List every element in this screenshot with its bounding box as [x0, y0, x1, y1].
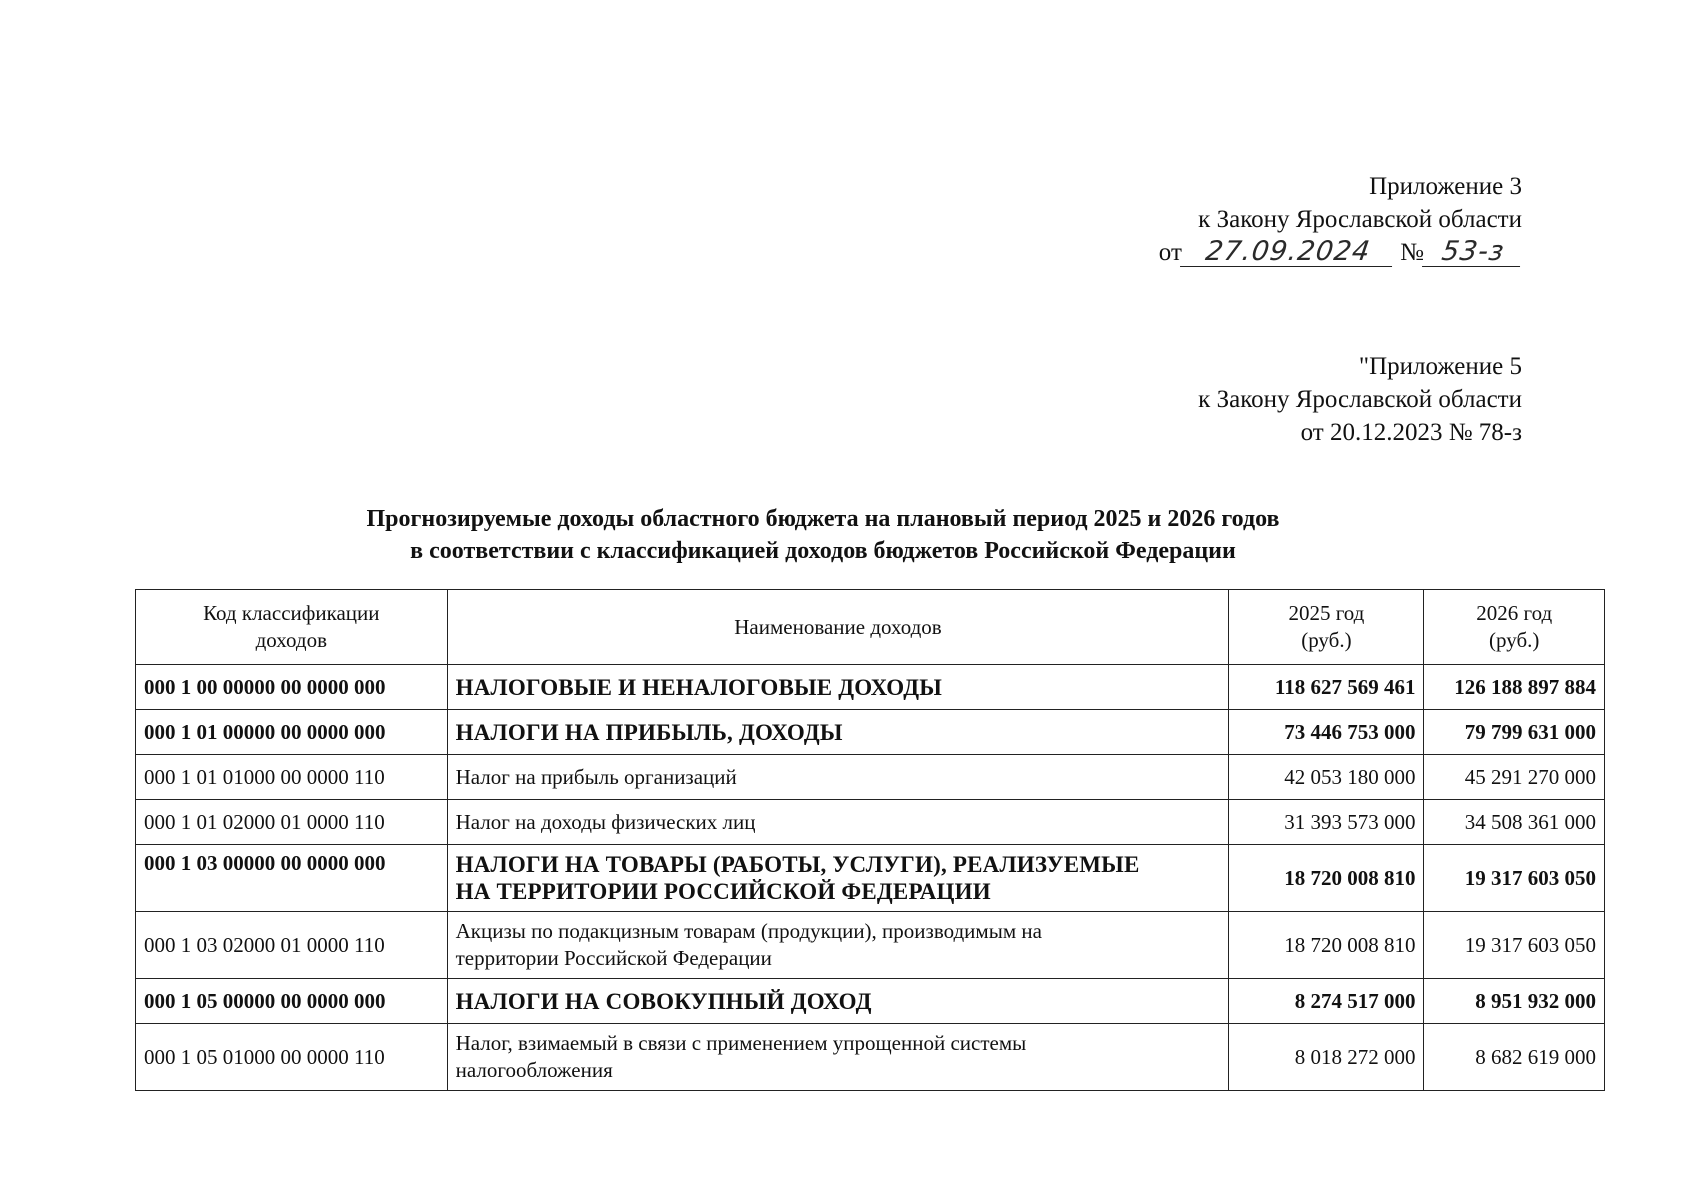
header-2025: [1229, 590, 1424, 665]
cell-code: 000 1 01 01000 00 0000 110: [136, 755, 448, 800]
table-row: [136, 845, 1605, 912]
cell-2026: 8 951 932 000: [1424, 979, 1605, 1024]
header-code: [136, 590, 448, 665]
cell-2025: 8 018 272 000: [1229, 1024, 1424, 1091]
title-line-1: Прогнозируемые доходы областного бюджета на плановый период 2025 и 2026 годов: [366, 506, 1280, 532]
amended-law-reference: к Закону Ярославской области: [1198, 386, 1522, 413]
table-row: [136, 710, 1605, 755]
cell-name: [447, 755, 1229, 800]
cell-name-line1: Налог на доходы физических лиц: [455, 809, 756, 834]
cell-2026: 19 317 603 050: [1424, 845, 1605, 912]
header-name: Наименование доходов: [447, 590, 1229, 665]
cell-code: 000 1 00 00000 00 0000 000: [136, 665, 448, 710]
table-row: [136, 665, 1605, 710]
cell-name-line2: территории Российской Федерации: [455, 946, 772, 970]
cell-2025: 118 627 569 461: [1229, 665, 1424, 710]
cell-name-line1: Налог на прибыль организаций: [455, 764, 737, 789]
cell-2025: 18 720 008 810: [1229, 912, 1424, 979]
cell-name-line1: НАЛОГИ НА ТОВАРЫ (РАБОТЫ, УСЛУГИ), РЕАЛИЗУЕМЫЕ: [455, 852, 1140, 877]
header-2026-line1: 2026 год: [1476, 601, 1553, 625]
cell-name: [447, 710, 1229, 755]
number-label: №: [1400, 239, 1424, 266]
table-row: [136, 755, 1605, 800]
cell-name: [447, 665, 1229, 710]
header-2026: [1424, 590, 1605, 665]
cell-name-line2: налогообложения: [455, 1058, 613, 1082]
table-row: [136, 800, 1605, 845]
cell-2026: 126 188 897 884: [1424, 665, 1605, 710]
cell-2026: 79 799 631 000: [1424, 710, 1605, 755]
amended-attachment-number: "Приложение 5: [1358, 353, 1522, 380]
attachment-number-line: Приложение 3: [1369, 173, 1522, 200]
document-title: [200, 503, 1446, 567]
law-date-number-line: [1159, 236, 1522, 269]
cell-name: [447, 845, 1229, 912]
cell-2025: 31 393 573 000: [1229, 800, 1424, 845]
cell-name-line1: НАЛОГОВЫЕ И НЕНАЛОГОВЫЕ ДОХОДЫ: [455, 674, 942, 700]
cell-code: 000 1 05 01000 00 0000 110: [136, 1024, 448, 1091]
header-code-line1: Код классификации: [203, 601, 380, 625]
law-reference-line: к Закону Ярославской области: [1198, 206, 1522, 233]
cell-2025: 18 720 008 810: [1229, 845, 1424, 912]
cell-2026: 19 317 603 050: [1424, 912, 1605, 979]
handwritten-number: 53-з: [1422, 238, 1524, 267]
table-row: [136, 912, 1605, 979]
cell-2026: 8 682 619 000: [1424, 1024, 1605, 1091]
cell-code: 000 1 01 02000 01 0000 110: [136, 800, 448, 845]
table-row: [136, 1024, 1605, 1091]
cell-name-line1: Акцизы по подакцизным товарам (продукции), производимым на: [455, 919, 1042, 943]
header-code-line2: доходов: [255, 628, 327, 652]
cell-2025: 73 446 753 000: [1229, 710, 1424, 755]
cell-code: 000 1 03 02000 01 0000 110: [136, 912, 448, 979]
cell-name: [447, 800, 1229, 845]
cell-2025: 42 053 180 000: [1229, 755, 1424, 800]
cell-2025: 8 274 517 000: [1229, 979, 1424, 1024]
cell-name: [447, 1024, 1229, 1091]
header-2025-line2: (руб.): [1301, 628, 1352, 652]
cell-2026: 34 508 361 000: [1424, 800, 1605, 845]
amended-law-date-number: от 20.12.2023 № 78-з: [1300, 419, 1522, 446]
header-2026-line2: (руб.): [1489, 628, 1540, 652]
cell-name-line1: Налог, взимаемый в связи с применением упрощенной системы: [455, 1031, 1027, 1055]
cell-name: [447, 979, 1229, 1024]
table-row: [136, 979, 1605, 1024]
title-line-2: в соответствии с классификацией доходов бюджетов Российской Федерации: [410, 538, 1236, 564]
cell-name-line2: НА ТЕРРИТОРИИ РОССИЙСКОЙ ФЕДЕРАЦИИ: [455, 879, 991, 904]
handwritten-date: 27.09.2024: [1180, 238, 1396, 267]
attachment-current-law: [1159, 170, 1522, 269]
cell-code: 000 1 05 00000 00 0000 000: [136, 979, 448, 1024]
cell-2026: 45 291 270 000: [1424, 755, 1605, 800]
cell-code: 000 1 01 00000 00 0000 000: [136, 710, 448, 755]
cell-name-line1: НАЛОГИ НА ПРИБЫЛЬ, ДОХОДЫ: [455, 719, 843, 745]
cell-name-line1: НАЛОГИ НА СОВОКУПНЫЙ ДОХОД: [455, 988, 872, 1014]
income-table: [135, 589, 1605, 1091]
cell-name: [447, 912, 1229, 979]
from-label: от: [1158, 239, 1182, 266]
cell-code: 000 1 03 00000 00 0000 000: [136, 845, 448, 912]
attachment-amended-law: [1198, 350, 1522, 449]
header-2025-line1: 2025 год: [1288, 601, 1365, 625]
table-header-row: [136, 590, 1605, 665]
